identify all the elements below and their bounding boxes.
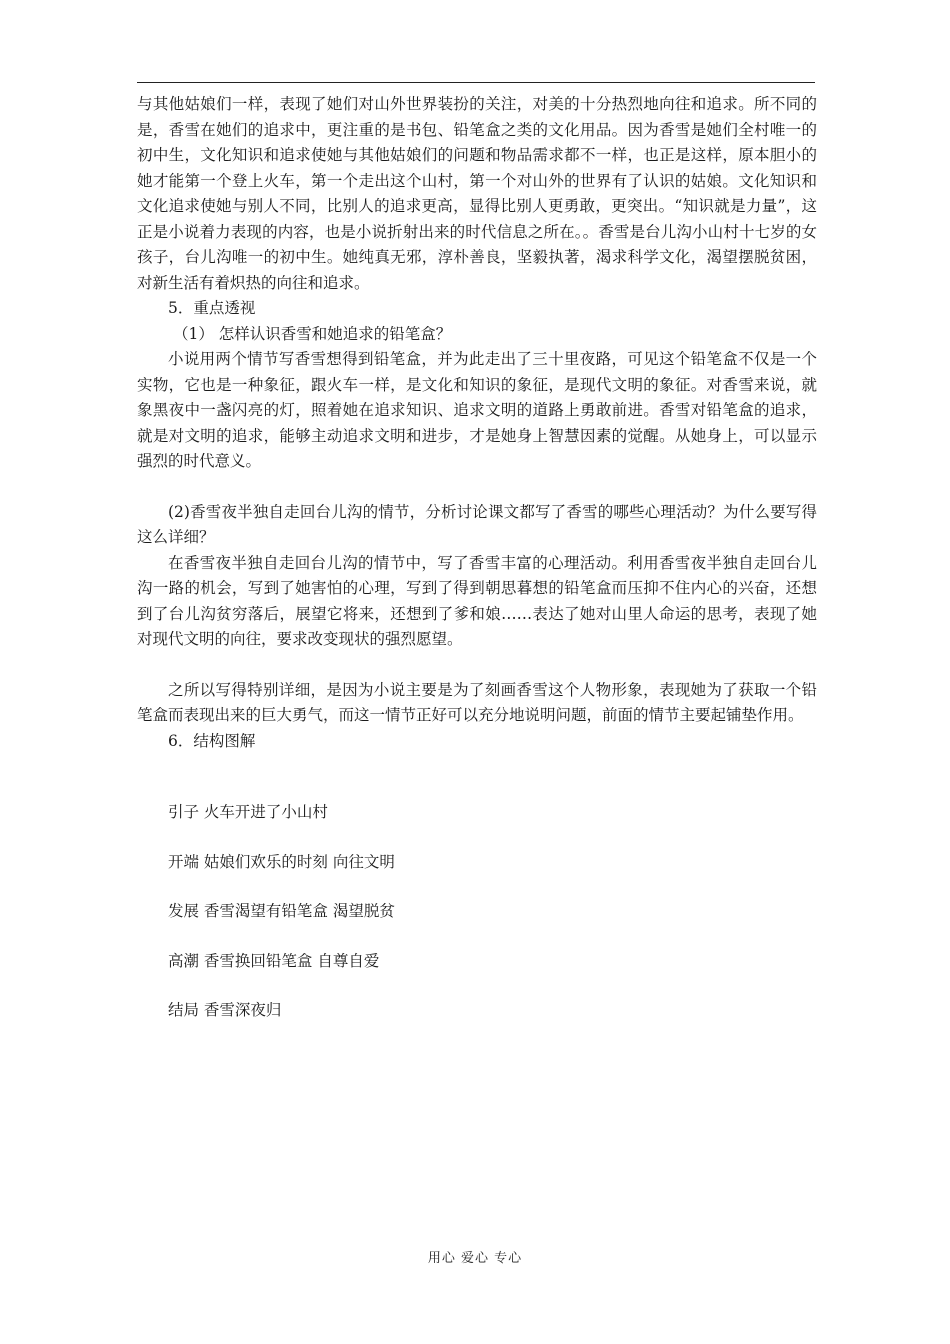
document-body <box>137 92 817 1024</box>
header-rule <box>137 82 815 83</box>
section-6-heading: 6．结构图解 <box>168 731 256 750</box>
question-2: (2)香雪夜半独自走回台儿沟的情节，分析讨论课文都写了香雪的哪些心理活动？为什么要写得这么详细？ <box>137 502 817 546</box>
structure-item-ending: 结局 香雪深夜归 <box>168 1001 282 1019</box>
structure-item-climax: 高潮 香雪换回铅笔盒 自尊自爱 <box>168 951 380 970</box>
structure-item-development: 发展 香雪渴望有铅笔盒 渴望脱贫 <box>168 902 395 920</box>
section-5-heading: 5．重点透视 <box>168 299 256 317</box>
answer-1: 小说用两个情节写香雪想得到铅笔盒，并为此走出了三十里夜路，可见这个铅笔盒不仅是一个实物，它也是一种象征，跟火车一样，是文化和知识的象征，是现代文明的象征。对香雪来说，就象黑夜中一盏闪亮的灯，照着她在追求知识、追求文明的道路上勇敢前进。香雪对铅笔盒的追求，就是对文明的追求，能够主动追求文明和进步，才是她身上智慧因素的觉醒。从她身上，可以显示强烈的时代意义。 <box>137 350 817 470</box>
body-paragraph: 与其他姑娘们一样，表现了她们对山外世界装扮的关注，对美的十分热烈地向往和追求。所不同的是，香雪在她们的追求中，更注重的是书包、铅笔盒之类的文化用品。因为香雪是她们全村唯一的初中生，文化知识和追求使她与其他姑娘们的问题和物品需求都不一样，也正是这样，原本胆小的她才能第一个登上火车，第一个走出这个山村，第一个对山外的世界有了认识的姑娘。文化知识和文化追求使她与别人不同，比别人的追求更高，显得比别人更勇敢，更突出。“知识就是力量”，这正是小说着力表现的内容，也是小说折射出来的时代信息之所在。。香雪是台儿沟小山村十七岁的女孩子，台儿沟唯一的初中生。她纯真无邪，淳朴善良，坚毅执著，渴求科学文化，渴望摆脱贫困，对新生活有着炽热的向往和追求。 <box>137 95 817 292</box>
question-1: （1） 怎样认识香雪和她追求的铅笔盒？ <box>173 324 452 343</box>
page-footer: 用心 爱心 专心 <box>427 1251 523 1266</box>
structure-item-intro: 引子 火车开进了小山村 <box>168 803 328 821</box>
structure-item-beginning: 开端 姑娘们欢乐的时刻 向往文明 <box>168 852 395 871</box>
answer-2: 在香雪夜半独自走回台儿沟的情节中，写了香雪丰富的心理活动。利用香雪夜半独自走回台儿沟一路的机会，写到了她害怕的心理，写到了得到朝思暮想的铅笔盒而压抑不住内心的兴奋，还想到了台儿沟贫穷落后，展望它将来，还想到了爹和娘……表达了她对山里人命运的思考，表现了她对现代文明的向往，要求改变现状的强烈愿望。 <box>137 553 817 648</box>
structure-diagram <box>137 800 817 1024</box>
answer-3: 之所以写得特别详细，是因为小说主要是为了刻画香雪这个人物形象，表现她为了获取一个铅笔盒而表现出来的巨大勇气，而这一情节正好可以充分地说明问题，前面的情节主要起铺垫作用。 <box>137 680 817 724</box>
